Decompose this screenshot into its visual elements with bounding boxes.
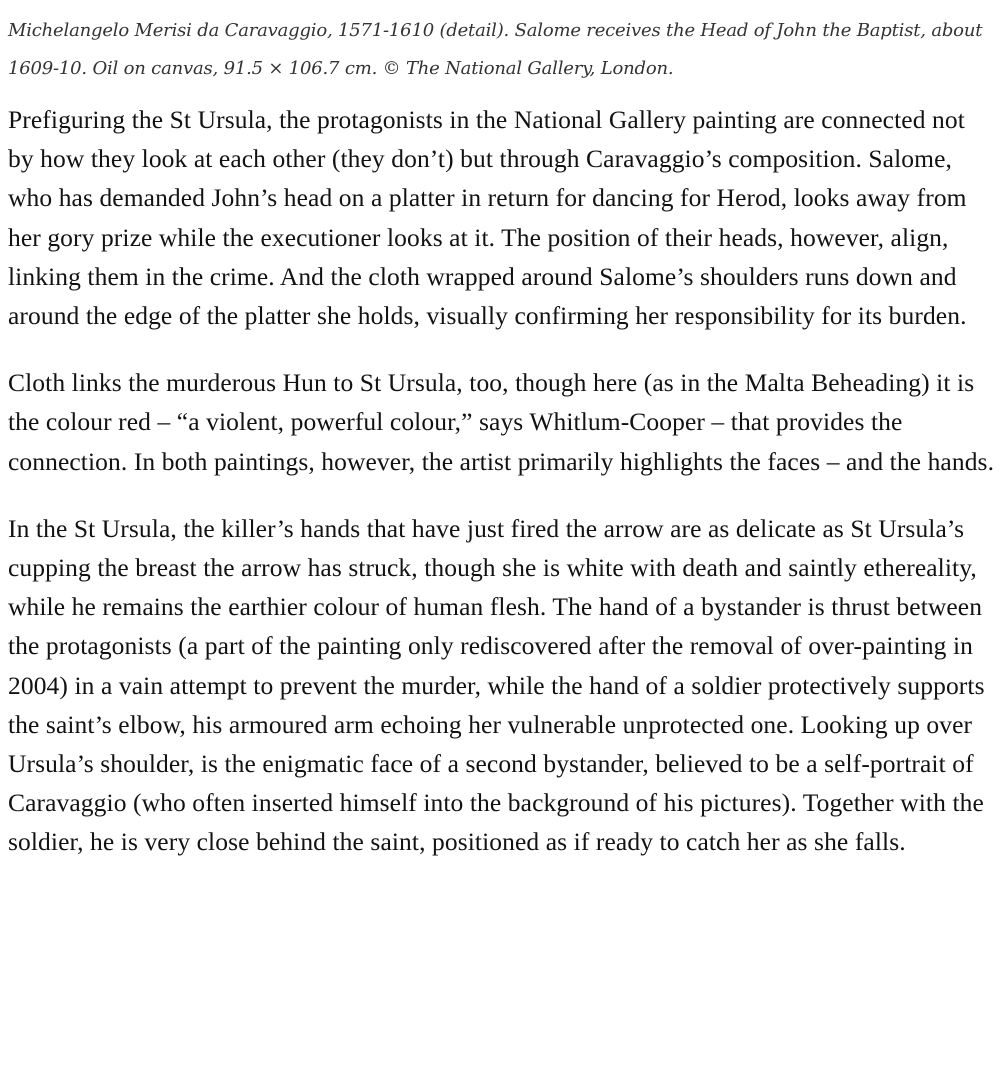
article-paragraph: In the St Ursula, the killer’s hands that have just fired the arrow are as delicate as St Ursula’s cupping the breast the arrow has struck, though she is white with death and saintly ethereality, while he remains the earthier colour of human flesh. The hand of a bystander is thrust between the protagonists (a part of the painting only rediscovered after the removal of over-painting in 2004) in a vain attempt to prevent the murder, while the hand of a soldier protectively supports the saint’s elbow, his armoured arm echoing her vulnerable unprotected one. Looking up over Ursula’s shoulder, is the enigmatic face of a second bystander, believed to be a self-portrait of Caravaggio (who often inserted himself into the background of his pictures). Together with the soldier, he is very close behind the saint, positioned as if ready to catch her as she falls. (8, 513, 985, 857)
article-body (8, 12, 996, 890)
article-paragraph: Prefiguring the St Ursula, the protagonists in the National Gallery painting are connected not by how they look at each other (they don’t) but through Caravaggio’s composition. Salome, who has demanded John’s head on a platter in return for dancing for Herod, looks away from her gory prize while the executioner looks at it. The position of their heads, however, align, linking them in the crime. And the cloth wrapped around Salome’s shoulders runs down and around the edge of the platter she holds, visually confirming her responsibility for its burden. (8, 105, 967, 331)
image-caption: Michelangelo Merisi da Caravaggio, 1571-1610 (detail). Salome receives the Head of John the Baptist, about 1609-10. Oil on canvas, 91.5 × 106.7 cm. © The National Gallery, London. (8, 20, 983, 79)
article-paragraph: Cloth links the murderous Hun to St Ursula, too, though here (as in the Malta Beheading) it is the colour red – “a violent, powerful colour,” says Whitlum-Cooper – that provides the connection. In both paintings, however, the artist primarily highlights the faces – and the hands. (8, 368, 995, 476)
